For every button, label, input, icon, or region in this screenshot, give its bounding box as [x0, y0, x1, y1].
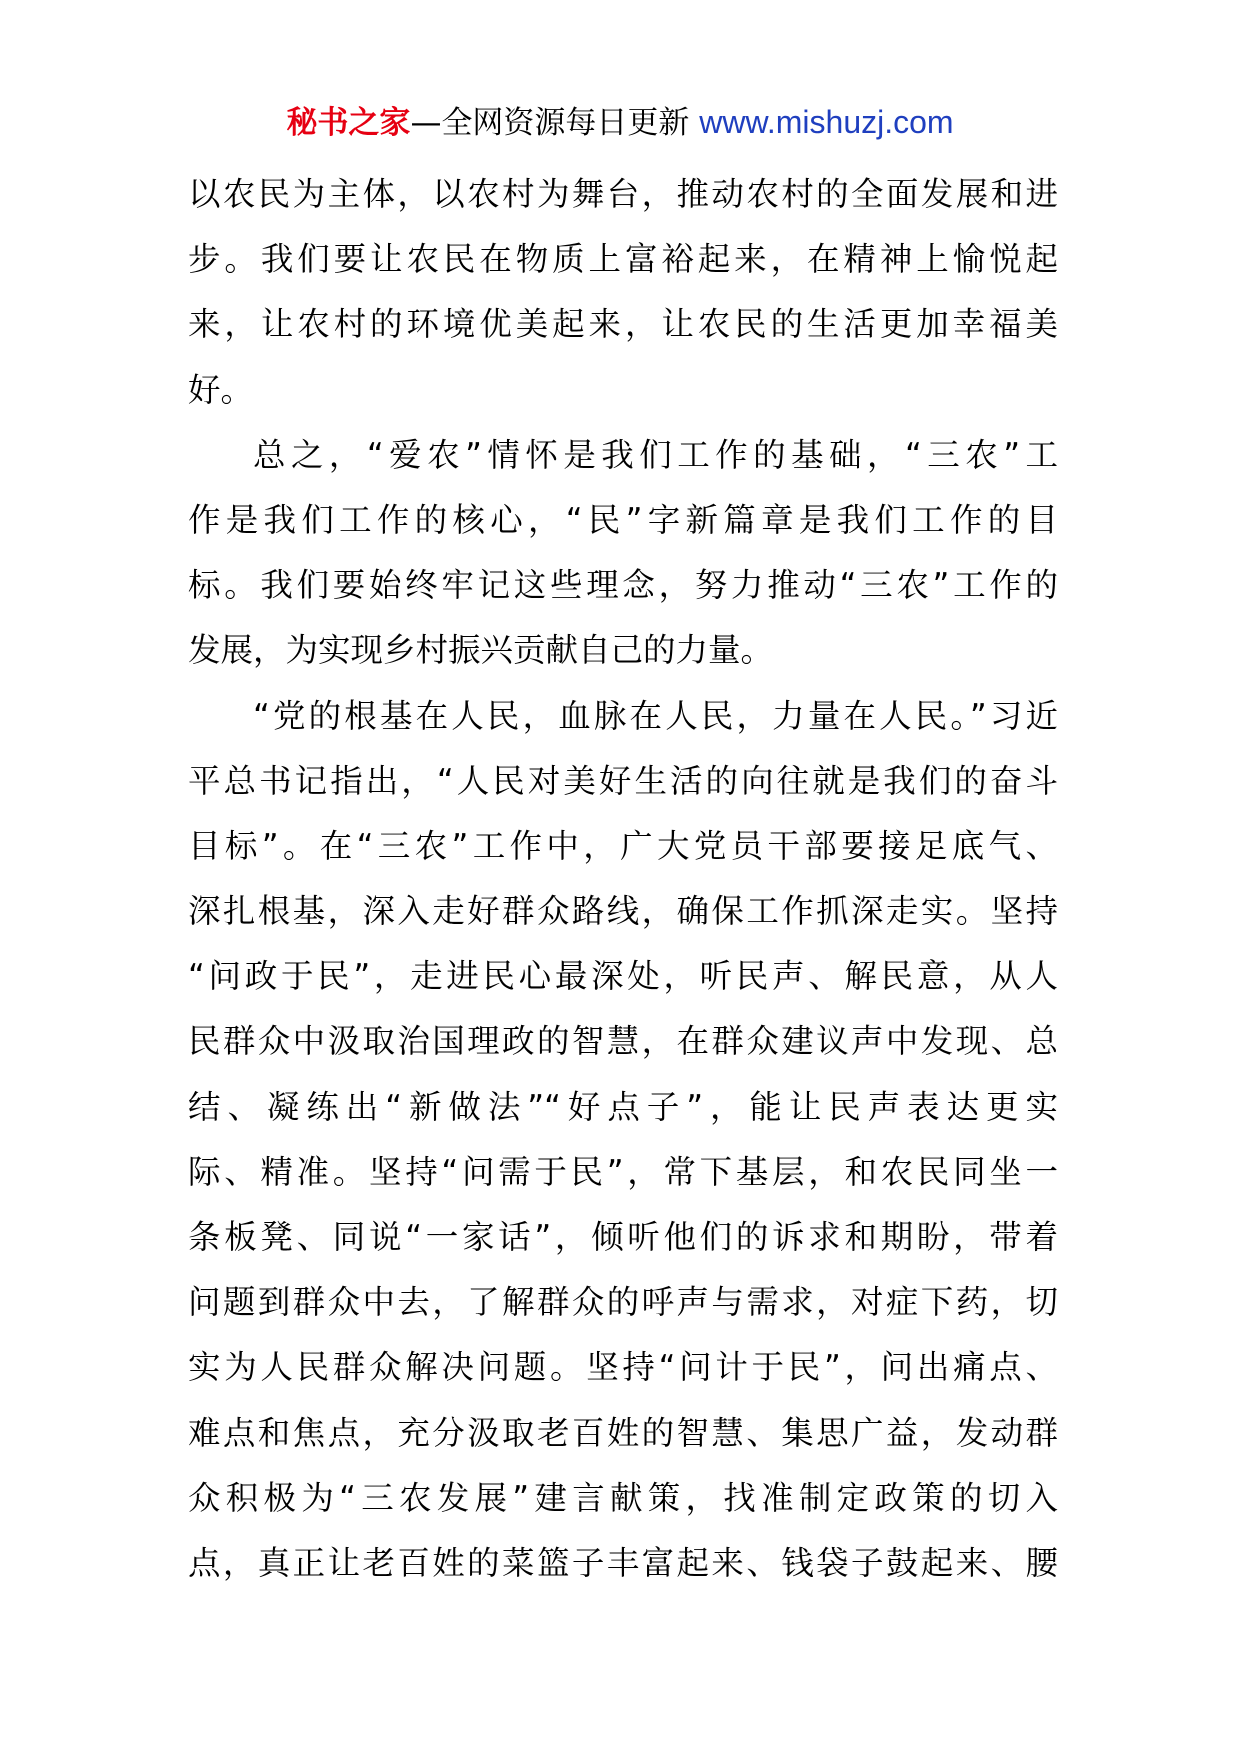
- body-line: 发展，为实现乡村振兴贡献自己的力量。: [188, 631, 774, 670]
- body-line: 点，真正让老百姓的菜篮子丰富起来、钱袋子鼓起来、腰: [188, 1543, 1058, 1582]
- document-body: [188, 162, 1058, 1596]
- page-header: [0, 100, 1240, 145]
- header-tagline: —全网资源每日更新: [410, 105, 700, 141]
- body-line: 际、精准。坚持“问需于民”，常下基层，和农民同坐一: [188, 1152, 1058, 1191]
- body-line: 来，让农村的环境优美起来，让农民的生活更加幸福美: [188, 305, 1058, 344]
- body-line: 结、凝练出“新做法”“好点子”，能让民声表达更实: [188, 1087, 1058, 1126]
- site-url[interactable]: www.mishuzj.com: [699, 104, 954, 140]
- body-line: 平总书记指出，“人民对美好生活的向往就是我们的奋斗: [188, 761, 1058, 800]
- body-line: “问政于民”，走进民心最深处，听民声、解民意，从人: [188, 957, 1058, 996]
- body-line: 标。我们要始终牢记这些理念，努力推动“三农”工作的: [188, 566, 1058, 605]
- body-line: 民群众中汲取治国理政的智慧，在群众建议声中发现、总: [188, 1022, 1058, 1061]
- body-line: 步。我们要让农民在物质上富裕起来，在精神上愉悦起: [188, 240, 1058, 279]
- paragraph-start-line: 总之，“爱农”情怀是我们工作的基础，“三农”工: [253, 435, 1058, 474]
- body-line: 作是我们工作的核心，“民”字新篇章是我们工作的目: [188, 500, 1058, 539]
- body-line: 目标”。在“三农”工作中，广大党员干部要接足底气、: [188, 826, 1058, 865]
- paragraph-start-line: “党的根基在人民，血脉在人民，力量在人民。”习近: [253, 696, 1058, 735]
- brand-name: 秘书之家: [286, 105, 411, 141]
- body-line: 实为人民群众解决问题。坚持“问计于民”，问出痛点、: [188, 1348, 1058, 1387]
- body-line: 问题到群众中去，了解群众的呼声与需求，对症下药，切: [188, 1283, 1058, 1322]
- body-line: 好。: [188, 370, 254, 409]
- body-line: 条板凳、同说“一家话”，倾听他们的诉求和期盼，带着: [188, 1218, 1058, 1256]
- body-line: 以农民为主体，以农村为舞台，推动农村的全面发展和进: [188, 175, 1058, 213]
- body-line: 深扎根基，深入走好群众路线，确保工作抓深走实。坚持: [188, 892, 1058, 931]
- body-line: 众积极为“三农发展”建言献策，找准制定政策的切入: [188, 1478, 1058, 1517]
- body-line: 难点和焦点，充分汲取老百姓的智慧、集思广益，发动群: [188, 1413, 1058, 1452]
